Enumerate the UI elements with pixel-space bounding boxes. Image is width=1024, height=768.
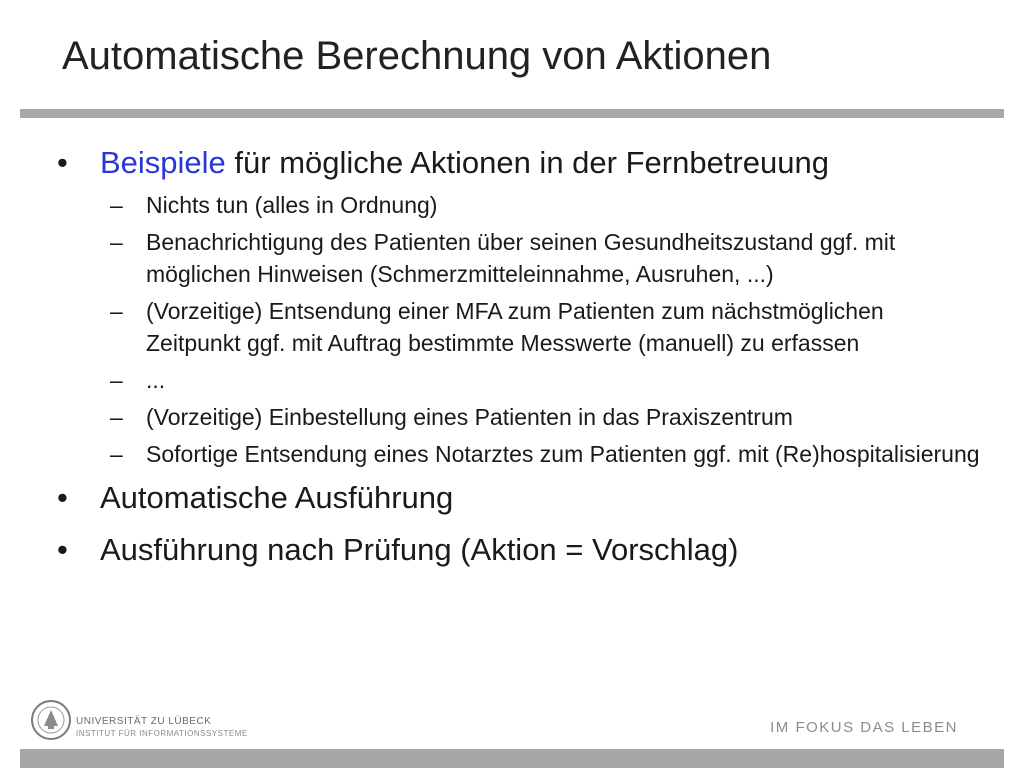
dash-marker: –: [110, 441, 123, 467]
motto: IM FOKUS DAS LEBEN: [770, 719, 958, 736]
title-divider: [20, 109, 1004, 118]
sub-item-text: Nichts tun (alles in Ordnung): [146, 192, 438, 218]
sub-item-text: Sofortige Entsendung eines Notarztes zum Patienten ggf. mit (Re)hospitalisierung: [146, 441, 980, 467]
sub-item: [52, 295, 982, 359]
sub-item: [52, 189, 982, 221]
dash-marker: –: [110, 404, 123, 430]
sub-item: [52, 401, 982, 433]
bullet-marker: •: [57, 532, 68, 567]
sub-item: [52, 438, 982, 470]
bullet-examples: [52, 144, 982, 182]
sub-item: [52, 364, 982, 396]
university-name: [76, 716, 248, 740]
footer-bar: [20, 749, 1004, 768]
sub-item-text: (Vorzeitige) Einbestellung eines Patienten in das Praxiszentrum: [146, 404, 793, 430]
dash-marker: –: [110, 298, 123, 324]
bullet-text: für mögliche Aktionen in der Fernbetreuung: [225, 145, 829, 180]
university-line-2: INSTITUT FÜR INFORMATIONSSYSTEME: [76, 729, 248, 738]
bullet-text: Automatische Ausführung: [100, 480, 454, 515]
sub-item-text: Benachrichtigung des Patienten über seinen Gesundheitszustand ggf. mit möglichen Hinweisen (Schmerzmitteleinnahme, Ausruhen, ...): [146, 229, 896, 287]
sub-item-text: ...: [146, 367, 166, 393]
bullet-automatic-execution: [52, 479, 982, 517]
bullet-marker: •: [57, 145, 68, 180]
slide-title: Automatische Berechnung von Aktionen: [62, 34, 772, 78]
bullet-text: Ausführung nach Prüfung (Aktion = Vorschlag): [100, 532, 739, 567]
sub-item-text: (Vorzeitige) Entsendung einer MFA zum Patienten zum nächstmöglichen Zeitpunkt ggf. mit Auftrag bestimmte Messwerte (manuell) zu erfassen: [146, 298, 884, 356]
dash-marker: –: [110, 229, 123, 255]
bullet-highlight: Beispiele: [100, 145, 226, 180]
dash-marker: –: [110, 367, 123, 393]
university-seal-icon: [30, 694, 72, 746]
slide-content: [52, 144, 982, 569]
sub-item: [52, 226, 982, 290]
bullet-marker: •: [57, 480, 68, 515]
dash-marker: –: [110, 192, 123, 218]
bullet-execution-after-review: [52, 531, 982, 569]
university-line-1: UNIVERSITÄT ZU LÜBECK: [76, 716, 212, 727]
